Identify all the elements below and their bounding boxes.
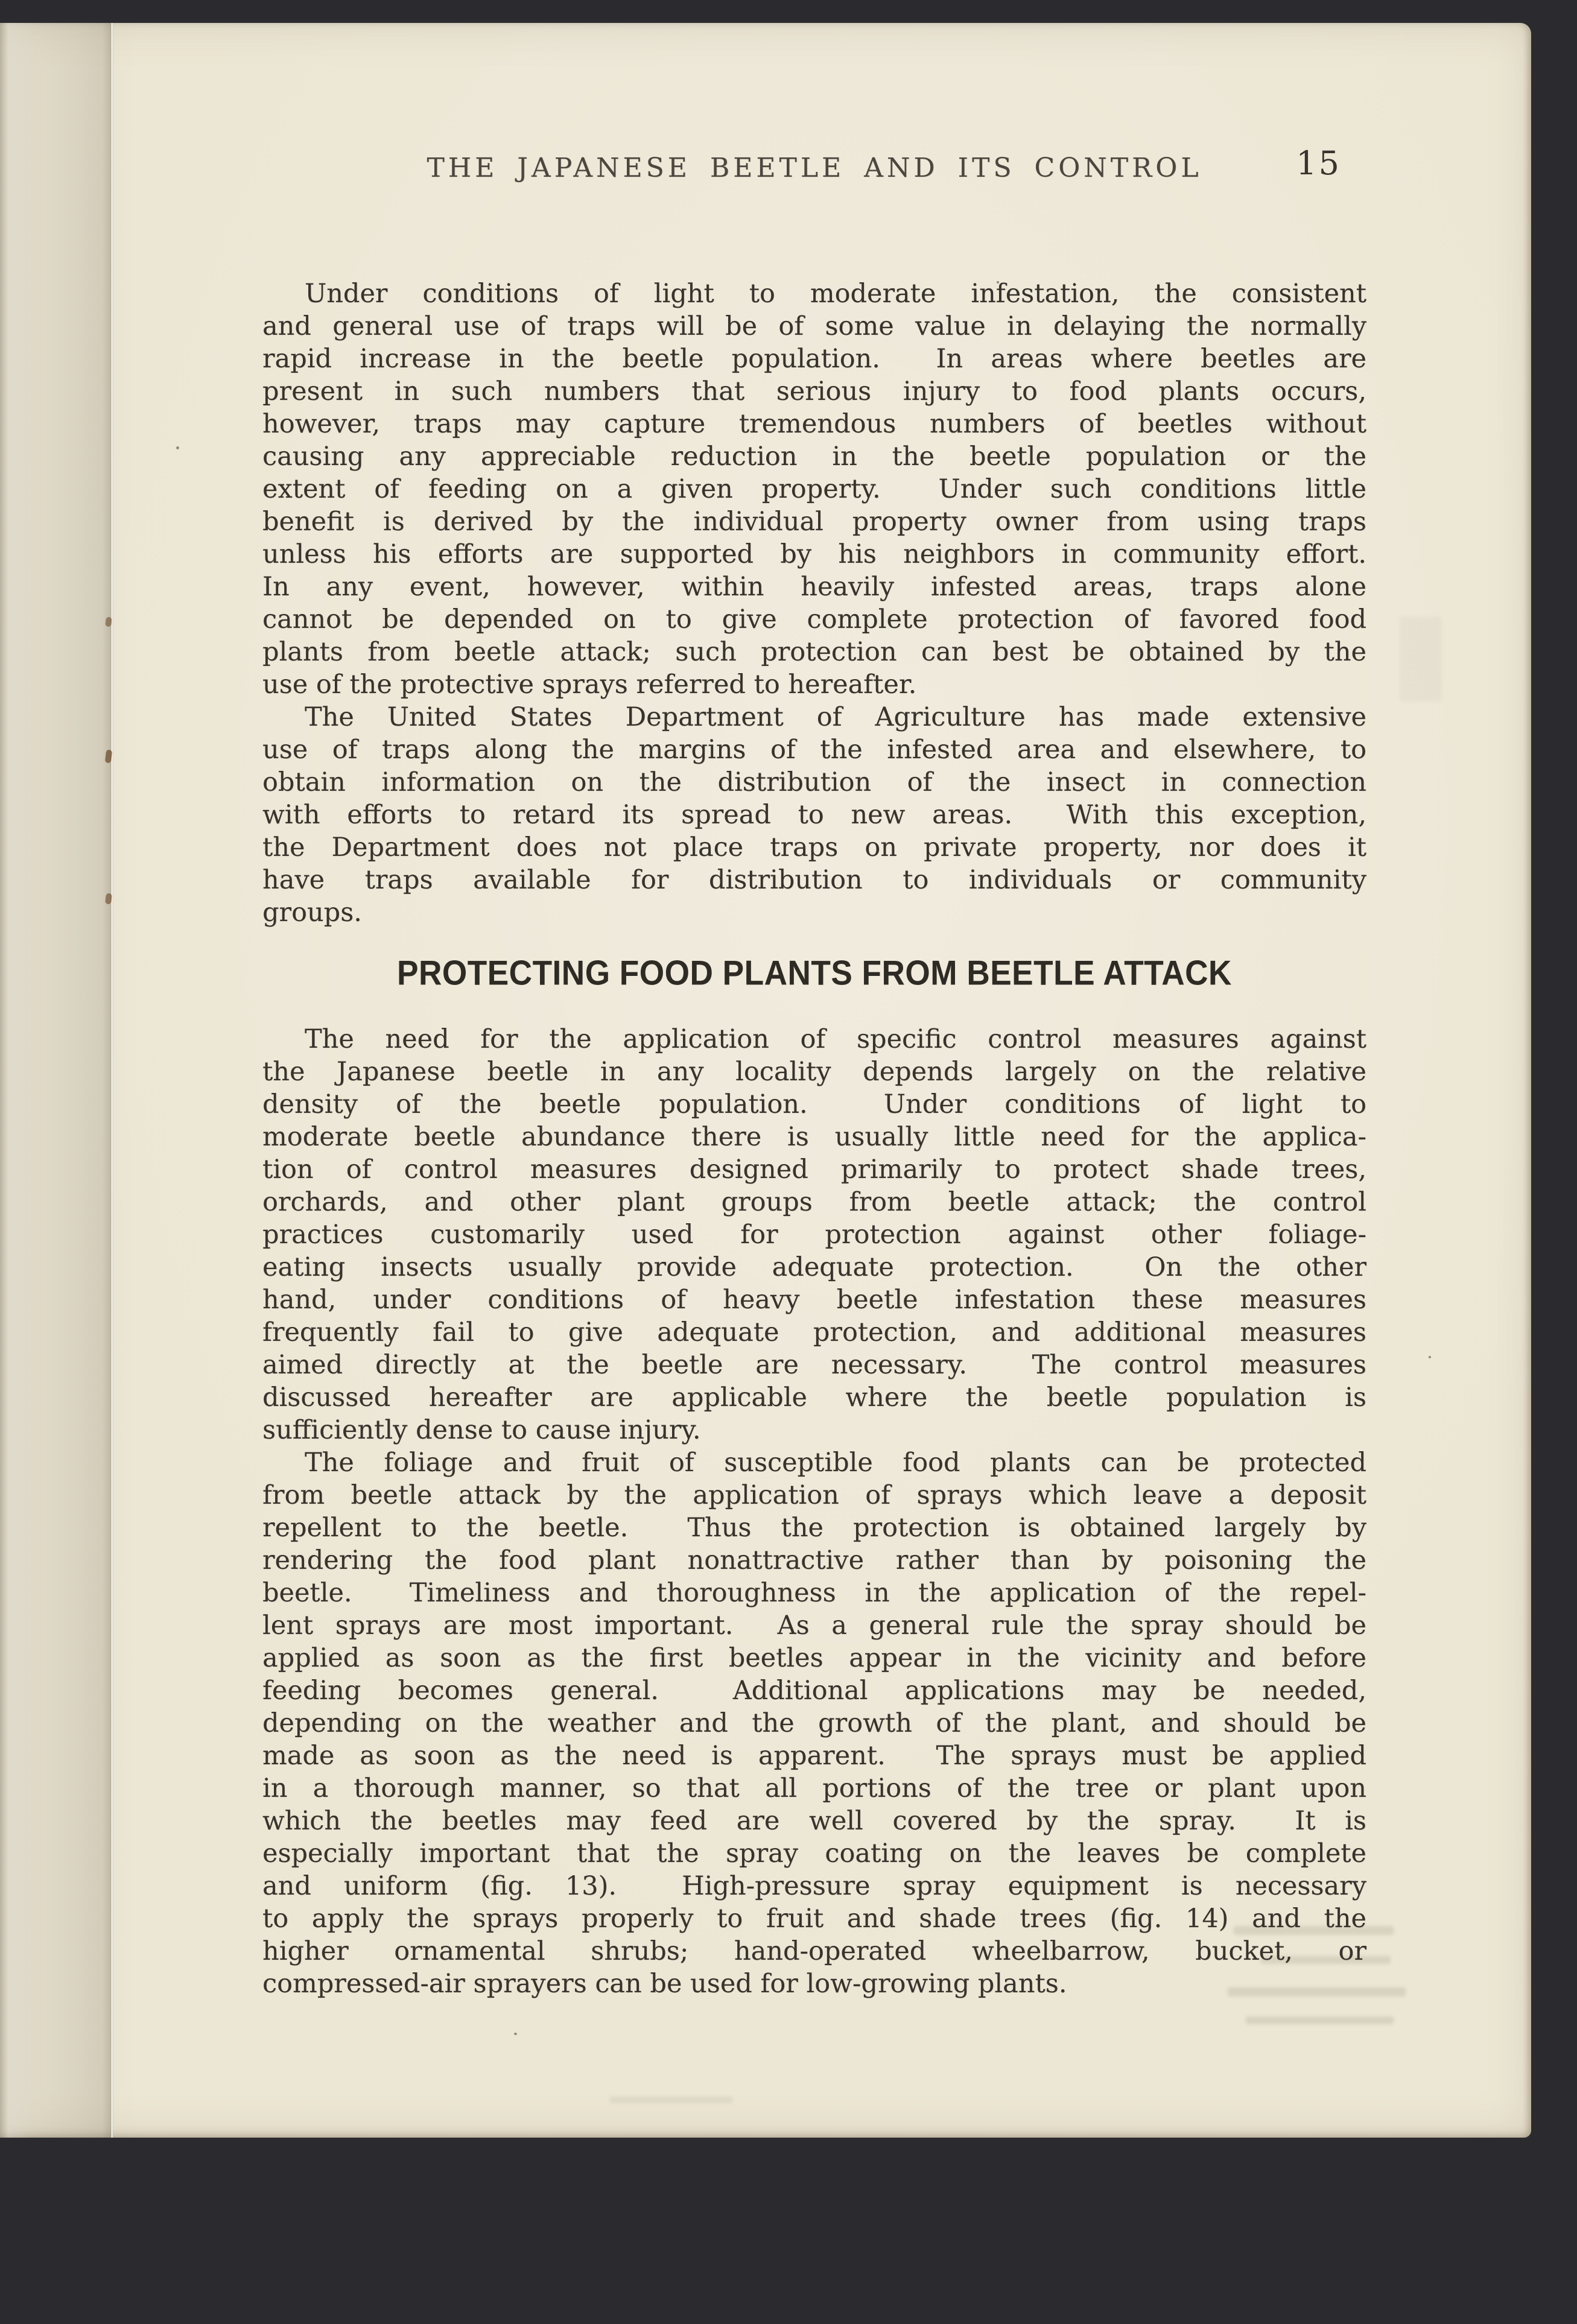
text-line: tion of control measures designed primarily to protect shade trees, bbox=[262, 1154, 1366, 1185]
text-line: cannot be depended on to give complete protection of favored food bbox=[262, 604, 1366, 635]
bleed-through-artifact bbox=[1246, 2016, 1394, 2024]
text-line: discussed hereafter are applicable where the beetle population is bbox=[262, 1382, 1366, 1413]
text-line: from beetle attack by the application of sprays which leave a deposit bbox=[262, 1480, 1366, 1510]
text-line: The foliage and fruit of susceptible food plants can be protected bbox=[305, 1448, 1366, 1478]
text-line: however, traps may capture tremendous numbers of beetles without bbox=[262, 409, 1366, 439]
text-line: beetle. Timeliness and thoroughness in the application of the repel- bbox=[262, 1578, 1366, 1608]
text-line: unless his efforts are supported by his neighbors in community effort. bbox=[262, 539, 1366, 569]
text-line: In any event, however, within heavily infested areas, traps alone bbox=[262, 572, 1366, 602]
text-line: compressed-air sprayers can be used for low-growing plants. bbox=[262, 1969, 1067, 1999]
text-line: have traps available for distribution to individuals or community bbox=[262, 865, 1366, 895]
text-line: higher ornamental shrubs; hand-operated wheelbarrow, bucket, or bbox=[262, 1936, 1366, 1966]
text-line: hand, under conditions of heavy beetle infestation these measures bbox=[262, 1285, 1366, 1315]
text-line: groups. bbox=[262, 898, 362, 928]
text-line: depending on the weather and the growth of the plant, and should be bbox=[262, 1708, 1366, 1738]
paragraph-repellent-sprays bbox=[262, 1446, 1366, 2000]
text-line: moderate beetle abundance there is usually little need for the applica- bbox=[262, 1122, 1366, 1152]
gutter-crease-line bbox=[110, 23, 113, 2138]
text-line: eating insects usually provide adequate protection. On the other bbox=[262, 1252, 1366, 1282]
body-text bbox=[262, 277, 1366, 2000]
dust-speck bbox=[1429, 1356, 1431, 1358]
text-line: in a thorough manner, so that all portions of the tree or plant upon bbox=[262, 1773, 1366, 1803]
text-line: plants from beetle attack; such protection can best be obtained by the bbox=[262, 637, 1366, 667]
text-line: obtain information on the distribution of the insect in connection bbox=[262, 767, 1366, 797]
text-line: to apply the sprays properly to fruit and shade trees (fig. 14) and the bbox=[262, 1904, 1366, 1934]
text-line: the Department does not place traps on private property, nor does it bbox=[262, 832, 1366, 863]
text-line: rapid increase in the beetle population. In areas where beetles are bbox=[262, 344, 1366, 374]
running-head-title: THE JAPANESE BEETLE AND ITS CONTROL bbox=[427, 153, 1202, 183]
dust-speck bbox=[514, 2033, 517, 2035]
binding-gutter bbox=[0, 23, 111, 2138]
paragraph-control-need bbox=[262, 1023, 1366, 1446]
page-number: 15 bbox=[1296, 144, 1341, 182]
text-line: sufficiently dense to cause injury. bbox=[262, 1415, 701, 1445]
text-block bbox=[262, 144, 1366, 2000]
text-line: extent of feeding on a given property. Under such conditions little bbox=[262, 474, 1366, 504]
text-line: use of traps along the margins of the infested area and elsewhere, to bbox=[262, 735, 1366, 765]
text-line: practices customarily used for protection against other foliage- bbox=[262, 1220, 1366, 1250]
bleed-through-artifact bbox=[609, 2097, 733, 2103]
text-line: with efforts to retard its spread to new areas. With this exception, bbox=[262, 800, 1366, 830]
text-line: applied as soon as the first beetles appear in the vicinity and before bbox=[262, 1643, 1366, 1673]
text-line: Under conditions of light to moderate infestation, the consistent bbox=[305, 279, 1366, 309]
text-line: and general use of traps will be of some value in delaying the normally bbox=[262, 311, 1366, 341]
text-line: repellent to the beetle. Thus the protection is obtained largely by bbox=[262, 1513, 1366, 1543]
text-line: present in such numbers that serious injury to food plants occurs, bbox=[262, 376, 1366, 407]
running-head bbox=[262, 144, 1366, 186]
text-line: density of the beetle population. Under conditions of light to bbox=[262, 1089, 1366, 1119]
text-line: and uniform (fig. 13). High-pressure spray equipment is necessary bbox=[262, 1871, 1366, 1901]
text-line: The need for the application of specific control measures against bbox=[305, 1024, 1366, 1054]
text-line: made as soon as the need is apparent. The sprays must be applied bbox=[262, 1741, 1366, 1771]
text-line: causing any appreciable reduction in the beetle population or the bbox=[262, 442, 1366, 472]
text-line: especially important that the spray coating on the leaves be complete bbox=[262, 1838, 1366, 1869]
text-line: benefit is derived by the individual property owner from using traps bbox=[262, 507, 1366, 537]
text-line: use of the protective sprays referred to hereafter. bbox=[262, 670, 917, 700]
text-line: the Japanese beetle in any locality depends largely on the relative bbox=[262, 1057, 1366, 1087]
text-line: The United States Department of Agriculture has made extensive bbox=[305, 702, 1366, 732]
dust-speck bbox=[176, 446, 179, 449]
text-line: frequently fail to give adequate protection, and additional measures bbox=[262, 1317, 1366, 1347]
text-line: aimed directly at the beetle are necessary. The control measures bbox=[262, 1350, 1366, 1380]
text-line: lent sprays are most important. As a general rule the spray should be bbox=[262, 1610, 1366, 1641]
text-line: which the beetles may feed are well covered by the spray. It is bbox=[262, 1806, 1366, 1836]
paragraph-traps-value bbox=[262, 277, 1366, 701]
section-heading: PROTECTING FOOD PLANTS FROM BEETLE ATTACK bbox=[397, 953, 1232, 992]
text-line: rendering the food plant nonattractive rather than by poisoning the bbox=[262, 1545, 1366, 1575]
text-line: feeding becomes general. Additional applications may be needed, bbox=[262, 1676, 1366, 1706]
text-line: orchards, and other plant groups from beetle attack; the control bbox=[262, 1187, 1366, 1217]
paragraph-usda-traps bbox=[262, 701, 1366, 929]
bleed-through-artifact bbox=[1400, 617, 1442, 701]
